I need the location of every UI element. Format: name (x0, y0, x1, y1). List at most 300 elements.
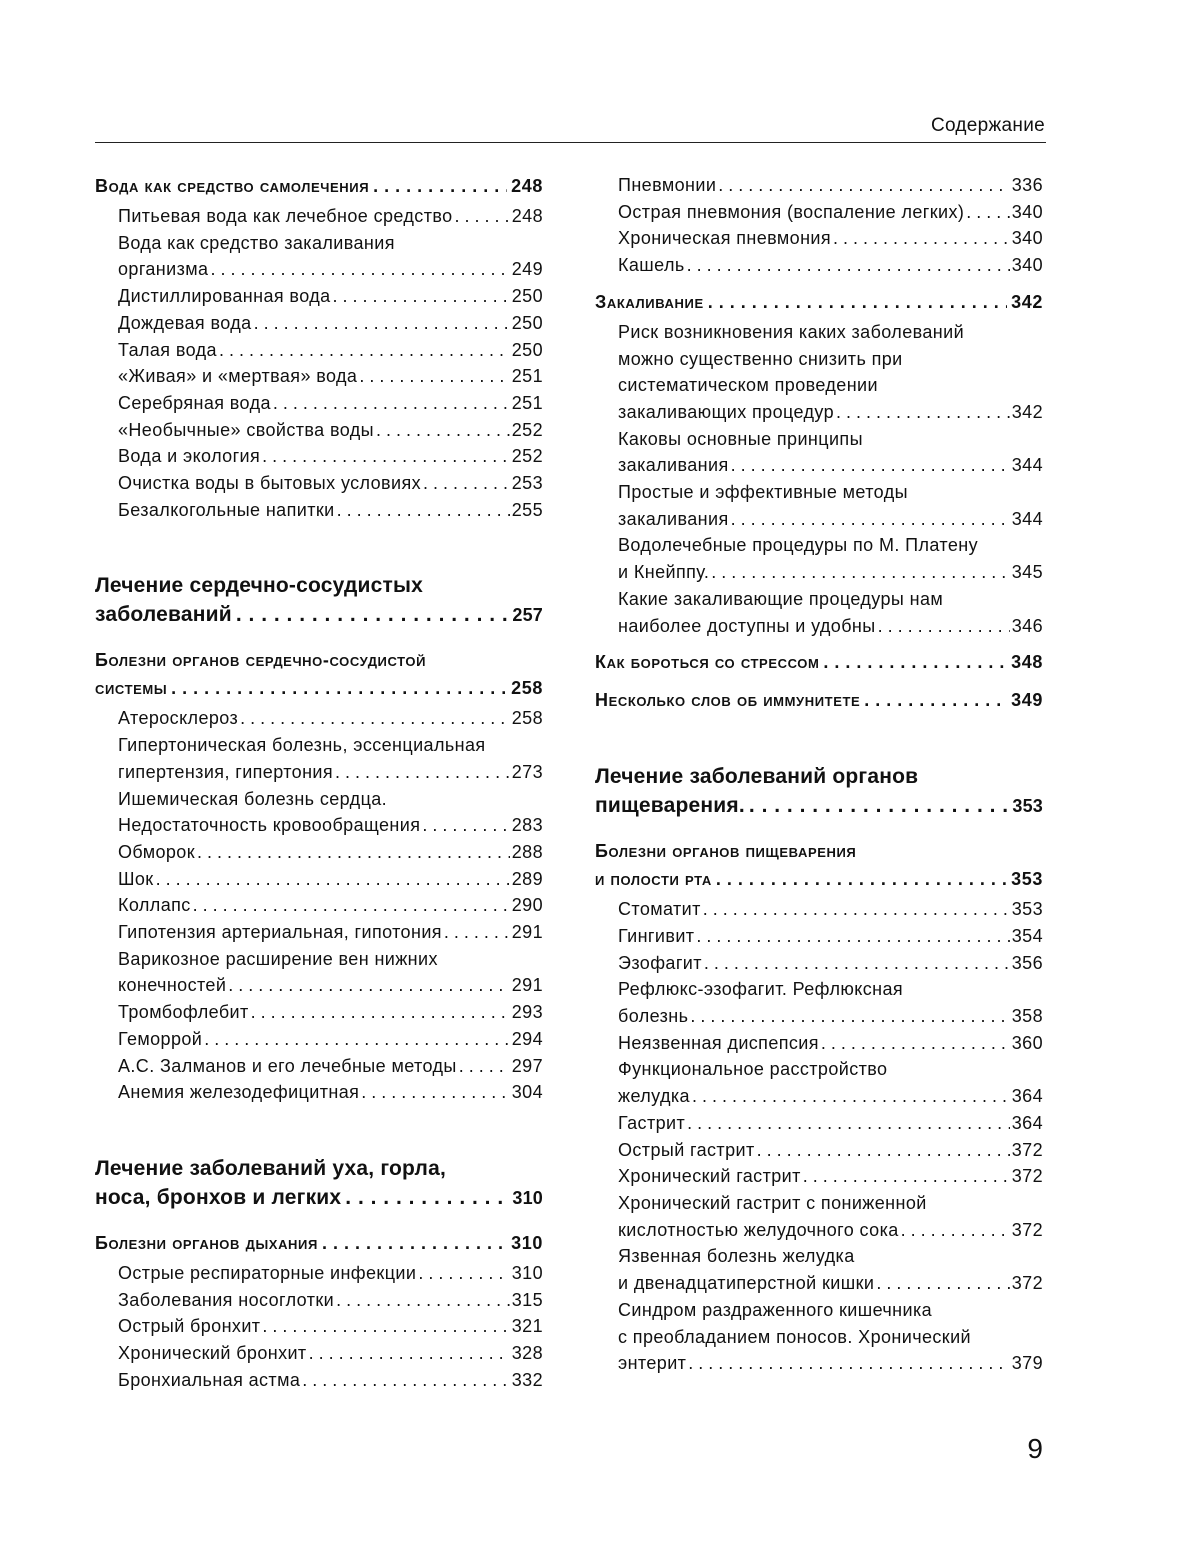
toc-entry-line (595, 837, 1043, 865)
toc-entry-title: «Необычные» свойства воды (118, 419, 375, 440)
toc-entry-title: Неязвенная диспепсия (618, 1032, 819, 1053)
toc-page-number: 283 (511, 815, 543, 836)
toc-entry-title: Каковы основные принципы (618, 428, 863, 449)
toc-page-number: 258 (511, 678, 543, 699)
toc-entry-title: энтерит (618, 1353, 687, 1374)
toc-entry-title: Талая вода (118, 339, 217, 360)
toc-page-number: 346 (1011, 615, 1043, 636)
toc-entry-title: пищеварения. (595, 794, 745, 818)
toc-entry-title: Стоматит (618, 899, 701, 920)
toc-entry-title: Хронический бронхит (118, 1343, 307, 1364)
toc-entry-title: Вода как средство закаливания (118, 232, 395, 253)
toc-entry-line (595, 1350, 1043, 1377)
toc-entry-line (595, 1324, 1043, 1351)
toc-entry-line (595, 1030, 1043, 1057)
dot-leader (704, 950, 1010, 977)
dot-leader (322, 1229, 507, 1257)
dot-leader (156, 866, 510, 893)
toc-page-number: 251 (511, 392, 543, 413)
dot-leader (422, 812, 509, 839)
toc-entry-title: Шок (118, 868, 154, 889)
toc-sub (595, 172, 1043, 199)
toc-page-number: 250 (511, 339, 543, 360)
dot-leader (373, 172, 507, 200)
dot-leader (418, 1260, 509, 1287)
toc-column-left (95, 172, 543, 1394)
toc-entry-title: Рефлюкс-эзофагит. Рефлюксная (618, 979, 904, 1000)
toc-page-number: 252 (511, 446, 543, 467)
toc-entry-line (595, 1083, 1043, 1110)
dot-leader (204, 1026, 510, 1053)
toc-entry-title: закаливающих процедур (618, 401, 835, 422)
toc-page-number: 294 (511, 1028, 543, 1049)
toc-entry-title: Как бороться со стрессом (595, 652, 820, 673)
dot-leader (757, 1137, 1010, 1164)
dot-leader (876, 1270, 1009, 1297)
toc-entry-line (95, 283, 543, 310)
dot-leader (254, 310, 510, 337)
toc-page-number: 291 (511, 922, 543, 943)
dot-leader (345, 1183, 508, 1212)
dot-leader (361, 1079, 510, 1106)
toc-entry-title: Эзофагит (618, 952, 702, 973)
toc-sub (595, 1110, 1043, 1137)
toc-entry-line (595, 613, 1043, 640)
toc-entry-line (595, 288, 1043, 316)
dot-leader (864, 686, 1007, 714)
dot-leader (690, 1003, 1009, 1030)
dot-leader (197, 839, 510, 866)
toc-sub (95, 1287, 543, 1314)
toc-entry-line (95, 1260, 543, 1287)
toc-page-number: 344 (1011, 455, 1043, 476)
toc-entry-line (595, 1243, 1043, 1270)
dot-leader (444, 919, 510, 946)
toc-entry-line (595, 479, 1043, 506)
toc-page-number: 353 (1012, 796, 1043, 817)
toc-entry-title: Геморрой (118, 1028, 203, 1049)
toc-entry-title: кислотностью желудочного сока (618, 1219, 899, 1240)
toc-entry-title: Хронический гастрит с пониженной (618, 1192, 927, 1213)
toc-entry-line (95, 705, 543, 732)
dot-leader (687, 1110, 1010, 1137)
toc-sub (595, 1243, 1043, 1296)
toc-entry-line (95, 470, 543, 497)
toc-page-number: 248 (511, 176, 543, 196)
toc-page-number: 288 (511, 841, 543, 862)
dot-leader (716, 865, 1007, 893)
toc-entry-title: Острый бронхит (118, 1316, 261, 1337)
toc-page-number: 372 (1011, 1166, 1043, 1187)
toc-entry-title: Риск возникновения каких заболеваний (618, 321, 965, 342)
dot-leader (731, 452, 1010, 479)
toc-page-number: 340 (1011, 228, 1043, 249)
toc-sub (595, 319, 1043, 426)
toc-page-number: 248 (511, 206, 543, 226)
toc-entry-title: Питьевая вода как лечебное средство (118, 206, 453, 226)
toc-entry-line (95, 786, 543, 813)
toc-sub (595, 225, 1043, 252)
toc-entry-title: Варикозное расширение вен нижних (118, 948, 438, 969)
dot-leader (821, 1030, 1010, 1057)
toc-sub (95, 310, 543, 337)
dot-leader (696, 923, 1009, 950)
toc-page-number: 310 (512, 1187, 543, 1208)
toc-entry-title: Лечение заболеваний уха, горла, (95, 1156, 446, 1180)
dot-leader (376, 417, 510, 444)
toc-sub (95, 337, 543, 364)
toc-entry-title: Хроническая пневмония (618, 228, 832, 249)
toc-sub (95, 1053, 543, 1080)
toc-entry-line (595, 1217, 1043, 1244)
toc-entry-line (95, 759, 543, 786)
toc-page-number: 356 (1011, 952, 1043, 973)
toc-page-number: 255 (511, 499, 543, 520)
toc-sub (95, 946, 543, 999)
toc-sub (95, 919, 543, 946)
toc-heading (95, 1154, 543, 1213)
dot-leader (455, 203, 510, 230)
toc-page-number: 372 (1011, 1139, 1043, 1160)
toc-page-number: 328 (511, 1343, 543, 1364)
toc-entry-line (95, 946, 543, 973)
toc-entry-line (595, 559, 1043, 586)
toc-page-number: 344 (1011, 508, 1043, 529)
toc-entry-title: желудка (618, 1086, 690, 1107)
toc-entry-title: Какие закаливающие процедуры нам (618, 588, 944, 609)
dot-leader (703, 896, 1010, 923)
toc-entry-line (95, 866, 543, 893)
toc-section (595, 837, 1043, 893)
toc-page-number: 251 (511, 366, 543, 387)
toc-entry-title: Острая пневмония (воспаление легких) (618, 201, 965, 222)
toc-entry-title: Функциональное расстройство (618, 1059, 888, 1080)
toc-sub (595, 199, 1043, 226)
toc-page-number: 340 (1011, 255, 1043, 276)
toc-entry-line (595, 199, 1043, 226)
dot-leader (749, 791, 1008, 820)
toc-entry-title: можно существенно снизить при (618, 348, 903, 369)
toc-sub (95, 390, 543, 417)
toc-sub (95, 1026, 543, 1053)
toc-entry-title: Дистиллированная вода (118, 286, 331, 307)
toc-entry-line (95, 1229, 543, 1257)
toc-sub (595, 479, 1043, 532)
toc-entry-title: Острые респираторные инфекции (118, 1262, 417, 1283)
toc-sub (95, 892, 543, 919)
toc-entry-title: Болезни органов пищеварения (595, 841, 857, 862)
toc-entry-line (95, 417, 543, 444)
header-rule (95, 142, 1046, 143)
toc-entry-title: Заболевания носоглотки (118, 1289, 335, 1310)
toc-page-number: 250 (511, 312, 543, 333)
toc-entry-title: Закаливание (595, 291, 704, 312)
toc-entry-title: заболеваний (95, 603, 232, 627)
toc-entry-title: Простые и эффективные методы (618, 482, 908, 503)
toc-entry-title: Коллапс (118, 895, 191, 916)
toc-entry-title: Обморок (118, 841, 195, 862)
toc-page-number: 257 (512, 605, 543, 626)
toc-page-number: 315 (511, 1289, 543, 1310)
toc-entry-line (95, 571, 543, 600)
toc-page-number: 354 (1011, 925, 1043, 946)
toc-page-number: 349 (1011, 690, 1043, 711)
toc-entry-title: Очистка воды в бытовых условиях (118, 473, 422, 494)
toc-page-number: 360 (1011, 1032, 1043, 1053)
toc-sub (95, 443, 543, 470)
dot-leader (966, 199, 1010, 226)
toc-entry-line (95, 646, 543, 674)
toc-section (595, 288, 1043, 316)
toc-entry-title: Несколько слов об иммунитете (595, 690, 861, 711)
toc-entry-title: «Живая» и «мертвая» вода (118, 366, 358, 387)
toc-entry-line (595, 865, 1043, 893)
toc-entry-title: Ишемическая болезнь сердца. (118, 788, 388, 809)
toc-sub (95, 497, 543, 524)
toc-sub (95, 1367, 543, 1394)
toc-sub (95, 1079, 543, 1106)
toc-page-number: 353 (1011, 899, 1043, 920)
dot-leader (262, 1313, 509, 1340)
toc-entry-line (95, 1367, 543, 1394)
toc-page-number: 258 (511, 708, 543, 729)
dot-leader (731, 506, 1010, 533)
toc-sub (595, 532, 1043, 585)
toc-entry-line (95, 1313, 543, 1340)
toc-page-number: 310 (511, 1262, 543, 1283)
toc-section (595, 686, 1043, 714)
toc-page-number: 345 (1011, 562, 1043, 583)
toc-page-number: 379 (1011, 1353, 1043, 1374)
toc-sub (595, 1190, 1043, 1243)
toc-entry-title: Гипертоническая болезнь, эссенциальная (118, 735, 486, 756)
toc-entry-line (95, 732, 543, 759)
toc-entry-title: Водолечебные процедуры по М. Платену (618, 535, 978, 556)
toc-entry-line (595, 506, 1043, 533)
toc-sub (95, 417, 543, 444)
toc-entry-line (95, 230, 543, 257)
toc-entry-line (95, 363, 543, 390)
dot-leader (836, 399, 1010, 426)
toc-sub (595, 923, 1043, 950)
toc-entry-line (595, 225, 1043, 252)
toc-entry-title: носа, бронхов и легких (95, 1185, 342, 1209)
toc-entry-line (595, 896, 1043, 923)
toc-entry-title: Болезни органов дыхания (95, 1232, 318, 1253)
toc-section (595, 648, 1043, 676)
toc-entry-line (95, 337, 543, 364)
toc-section (95, 1229, 543, 1257)
toc-entry-line (95, 1340, 543, 1367)
toc-heading (595, 762, 1043, 821)
toc-page-number: 249 (511, 259, 543, 280)
toc-entry-line (595, 1297, 1043, 1324)
toc-page-number: 340 (1011, 201, 1043, 222)
toc-entry-line (95, 1154, 543, 1183)
toc-page-number: 364 (1011, 1112, 1043, 1133)
dot-leader (803, 1163, 1010, 1190)
toc-page-number: 364 (1011, 1086, 1043, 1107)
toc-entry-title: Кашель (618, 255, 685, 276)
toc-entry-title: системы (95, 678, 168, 699)
dot-leader (240, 705, 510, 732)
toc-entry-title: Лечение заболеваний органов (595, 765, 919, 789)
toc-entry-line (595, 319, 1043, 346)
toc-entry-title: конечностей (118, 975, 227, 996)
toc-entry-title: и Кнейппу. (618, 562, 710, 583)
dot-leader (708, 288, 1007, 316)
toc-entry-line (595, 923, 1043, 950)
toc-entry-line (95, 839, 543, 866)
toc-entry-title: организма (118, 259, 209, 280)
toc-entry-line (595, 399, 1043, 426)
dot-leader (692, 1083, 1010, 1110)
toc-sub (95, 283, 543, 310)
toc-entry-line (95, 256, 543, 283)
toc-page-number: 290 (511, 895, 543, 916)
toc-entry-line (95, 674, 543, 702)
toc-sub (595, 1137, 1043, 1164)
toc-entry-line (95, 1287, 543, 1314)
toc-entry-line (95, 999, 543, 1026)
dot-leader (193, 892, 510, 919)
toc-entry-line (595, 686, 1043, 714)
toc-entry-title: Серебряная вода (118, 392, 271, 413)
toc-entry-title: Дождевая вода (118, 312, 252, 333)
toc-entry-line (595, 791, 1043, 821)
toc-sub (595, 426, 1043, 479)
toc-section (95, 646, 543, 702)
toc-entry-title: закаливания (618, 508, 729, 529)
dot-leader (336, 1287, 510, 1314)
toc-sub (595, 586, 1043, 639)
dot-leader (823, 648, 1007, 676)
running-head: Содержание (930, 115, 1045, 136)
toc-sub (95, 470, 543, 497)
toc-entry-title: Гипотензия артериальная, гипотония (118, 922, 442, 943)
dot-leader (901, 1217, 1010, 1244)
dot-leader (833, 225, 1010, 252)
toc-entry-title: Атеросклероз (118, 708, 239, 729)
toc-page-number: 348 (1011, 652, 1043, 673)
toc-sub (95, 786, 543, 839)
toc-section (95, 172, 543, 200)
toc-entry-line (595, 1056, 1043, 1083)
toc-entry-line (595, 452, 1043, 479)
toc-entry-title: наиболее доступны и удобны (618, 615, 876, 636)
toc-entry-line (595, 1190, 1043, 1217)
dot-leader (687, 252, 1010, 279)
toc-entry-line (595, 1110, 1043, 1137)
toc-sub (595, 896, 1043, 923)
toc-page-number: 304 (511, 1082, 543, 1103)
toc-page-number: 372 (1011, 1219, 1043, 1240)
toc-entry-line (595, 252, 1043, 279)
toc-entry-line (95, 203, 543, 230)
toc-entry-title: Гингивит (618, 925, 695, 946)
toc-page-number: 250 (511, 286, 543, 307)
toc-entry-line (95, 600, 543, 630)
toc-entry-title: Болезни органов сердечно-сосудистой (95, 650, 427, 671)
toc-entry-line (595, 1270, 1043, 1297)
dot-leader (711, 559, 1010, 586)
toc-page-number: 291 (511, 975, 543, 996)
dot-leader (251, 999, 510, 1026)
toc-entry-title: А.С. Залманов и его лечебные методы (118, 1055, 457, 1076)
dot-leader (333, 283, 510, 310)
toc-entry-line (595, 976, 1043, 1003)
toc-sub (95, 1340, 543, 1367)
toc-entry-line (595, 346, 1043, 373)
toc-page-number: 321 (511, 1316, 543, 1337)
toc-page-number: 273 (511, 761, 543, 782)
toc-page-number: 253 (511, 473, 543, 494)
toc-entry-title: Лечение сердечно-сосудистых (95, 574, 423, 598)
toc-entry-title: Тромбофлебит (118, 1002, 249, 1023)
toc-page-number: 332 (511, 1369, 543, 1390)
dot-leader (359, 363, 509, 390)
toc-entry-title: Гастрит (618, 1112, 686, 1133)
dot-leader (309, 1340, 510, 1367)
toc-entry-line (595, 950, 1043, 977)
toc-column-right (595, 172, 1043, 1377)
toc-entry-title: и двенадцатиперстной кишки (618, 1273, 875, 1294)
toc-entry-title: Пневмонии (618, 175, 717, 195)
toc-page-number: 310 (511, 1232, 543, 1253)
toc-entry-line (595, 648, 1043, 676)
toc-page-number: 297 (511, 1055, 543, 1076)
toc-sub (595, 1297, 1043, 1377)
dot-leader (171, 674, 507, 702)
toc-entry-line (595, 372, 1043, 399)
toc-entry-title: Хронический гастрит (618, 1166, 801, 1187)
toc-sub (95, 839, 543, 866)
toc-entry-line (95, 1026, 543, 1053)
toc-entry-line (95, 497, 543, 524)
toc-entry-title: Анемия железодефицитная (118, 1082, 360, 1103)
toc-sub (95, 230, 543, 283)
toc-entry-line (95, 972, 543, 999)
toc-entry-line (95, 1183, 543, 1213)
dot-leader (878, 613, 1010, 640)
dot-leader (423, 470, 510, 497)
toc-entry-line (95, 310, 543, 337)
toc-entry-line (595, 1137, 1043, 1164)
toc-entry-line (595, 172, 1043, 199)
toc-entry-line (95, 172, 543, 200)
toc-entry-title: и полости рта (595, 869, 712, 890)
toc-page-number: 252 (511, 419, 543, 440)
toc-entry-title: Вода и экология (118, 446, 261, 467)
toc-entry-title: Вода как средство самолечения (95, 176, 370, 196)
toc-entry-line (95, 1079, 543, 1106)
toc-page-number: 289 (511, 868, 543, 889)
toc-entry-line (95, 443, 543, 470)
toc-entry-title: Недостаточность кровообращения (118, 815, 421, 836)
dot-leader (210, 256, 509, 283)
toc-sub (95, 866, 543, 893)
dot-leader (302, 1367, 510, 1394)
toc-entry-title: гипертензия, гипертония (118, 761, 334, 782)
toc-entry-title: Безалкогольные напитки (118, 499, 335, 520)
toc-entry-line (595, 586, 1043, 613)
toc-page-number: 358 (1011, 1006, 1043, 1027)
toc-page-number: 342 (1011, 291, 1043, 312)
toc-entry-title: с преобладанием поносов. Хронический (618, 1326, 971, 1347)
toc-sub (595, 950, 1043, 977)
toc-sub (95, 705, 543, 732)
toc-page-number: 342 (1011, 401, 1043, 422)
